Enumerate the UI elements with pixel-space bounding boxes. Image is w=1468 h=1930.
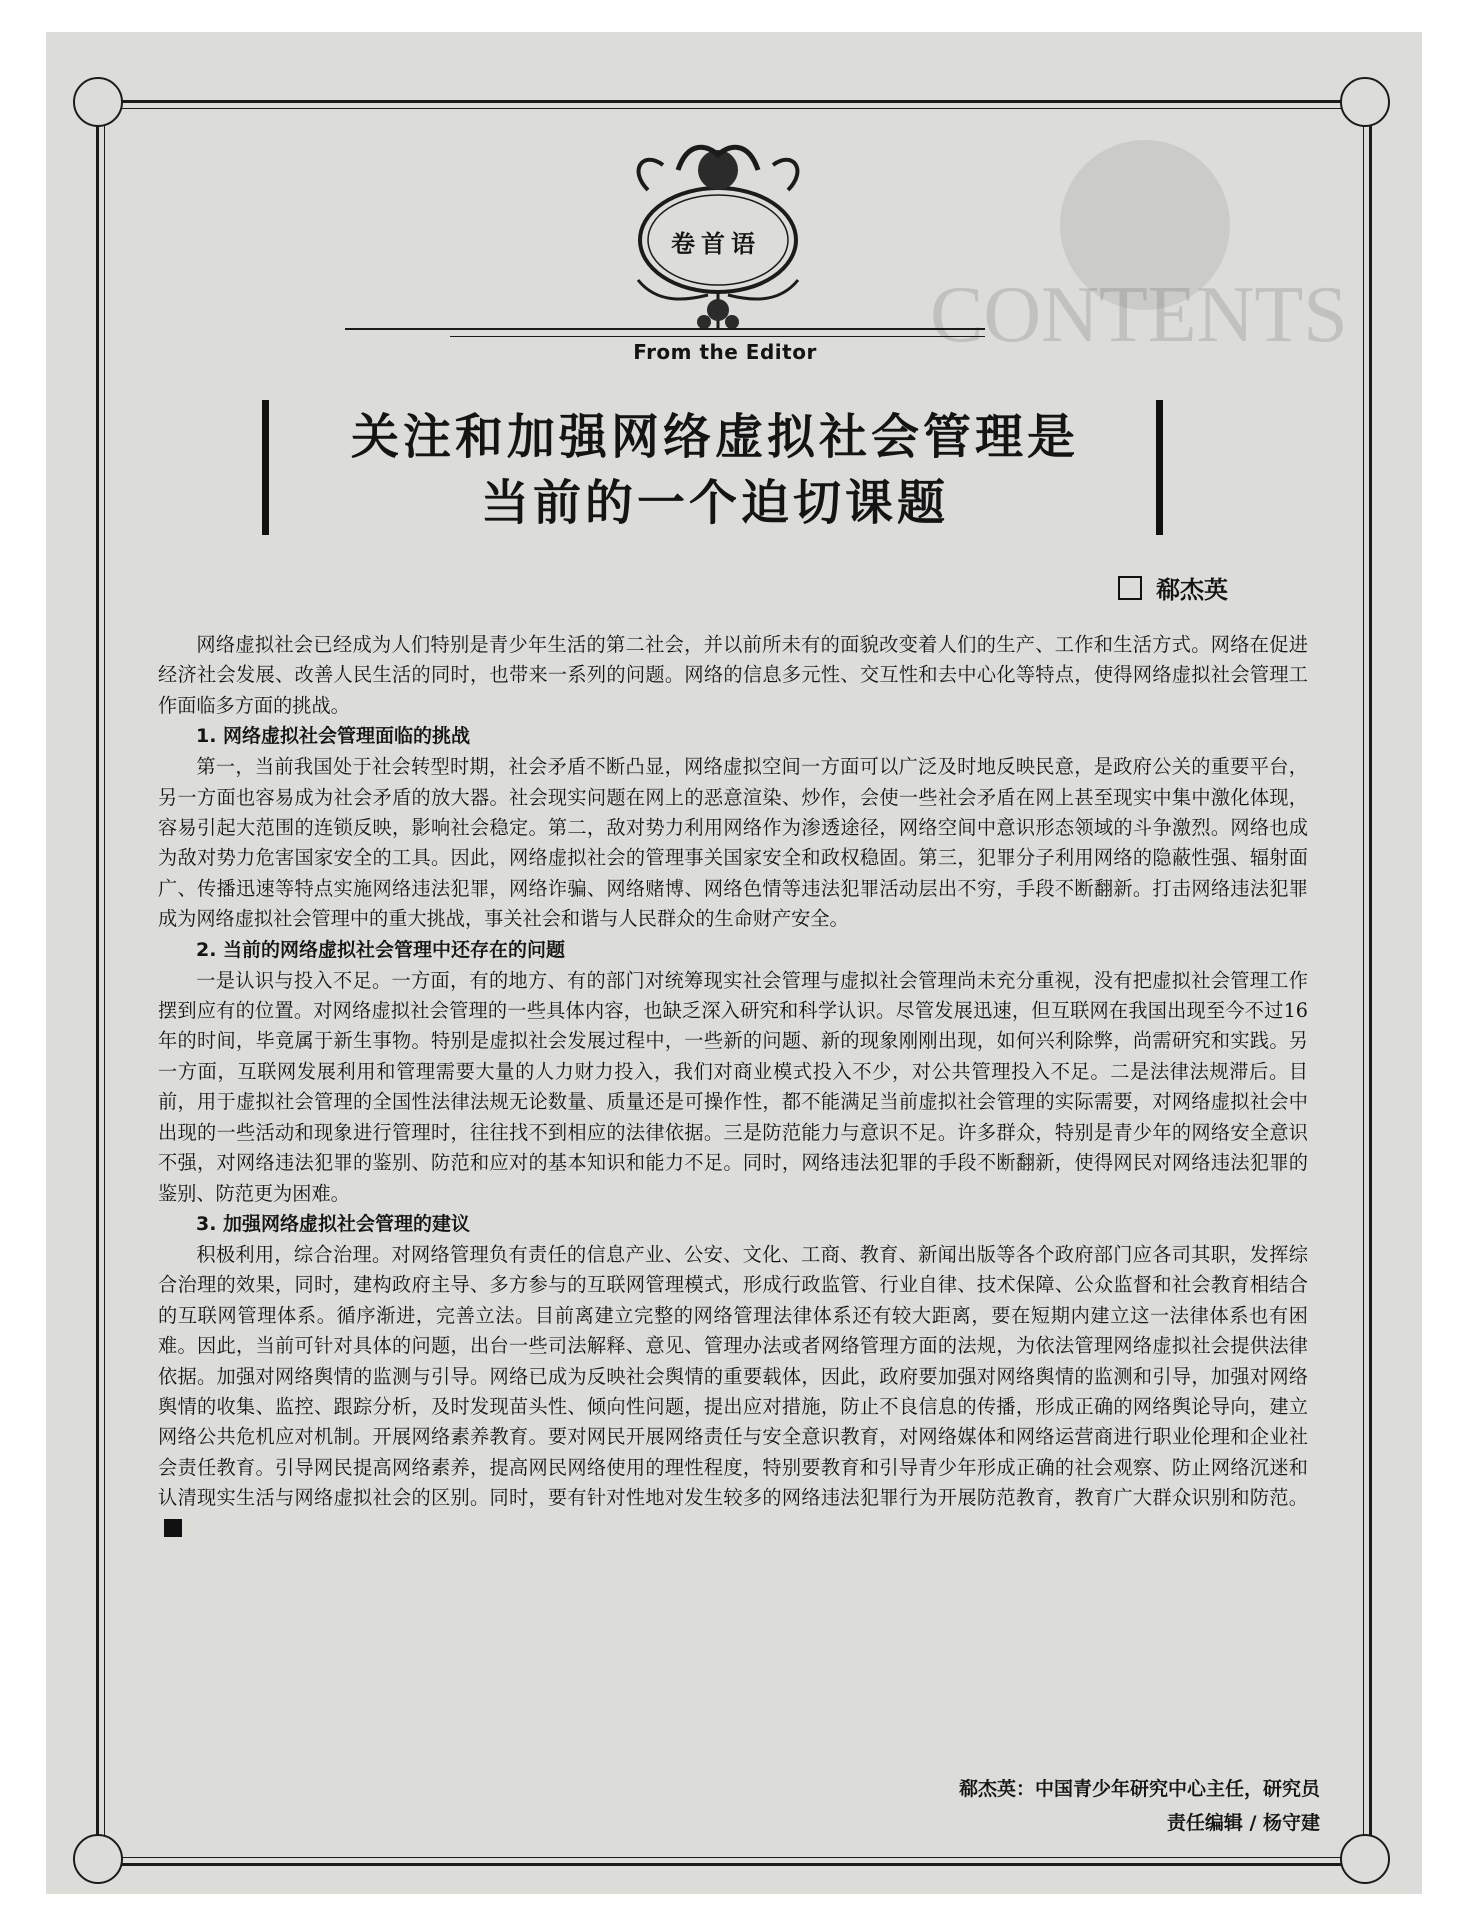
- border-corner-ornament: [73, 77, 123, 127]
- divider: [450, 336, 985, 337]
- title-bar-left: [262, 400, 269, 535]
- article-title: [275, 404, 1155, 536]
- section-label: 卷首语: [671, 230, 761, 258]
- border-corner-ornament: [1340, 77, 1390, 127]
- section-paragraph-last: [158, 1240, 1308, 1544]
- editor-credit: 责任编辑 / 杨守建: [1166, 1812, 1320, 1834]
- title-line-2: 当前的一个迫切课题: [480, 475, 949, 531]
- section-paragraph: 一是认识与投入不足。一方面，有的地方、有的部门对统筹现实社会管理与虚拟社会管理尚未充分重视，没有把虚拟社会管理工作摆到应有的位置。对网络虚拟社会管理的一些具体内容，也缺乏深入研究和科学认识。尽管发展迅速，但互联网在我国出现至今不过16年的时间，毕竟属于新生事物。特别是虚拟社会发展过程中，一些新的问题、新的现象刚刚出现，如何兴利除弊，尚需研究和实践。另一方面，互联网发展利用和管理需要大量的人力财力投入，我们对商业模式投入不少，对公共管理投入不足。二是法律法规滞后。目前，用于虚拟社会管理的全国性法律法规无论数量、质量还是可操作性，都不能满足当前虚拟社会管理的实际需要，对网络虚拟社会中出现的一些活动和现象进行管理时，往往找不到相应的法律依据。三是防范能力与意识不足。许多群众，特别是青少年的网络安全意识不强，对网络违法犯罪的鉴别、防范和应对的基本知识和能力不足。同时，网络违法犯罪的手段不断翻新，使得网民对网络违法犯罪的鉴别、防范更为困难。: [158, 968, 1308, 1205]
- section-heading: 2. 当前的网络虚拟社会管理中还存在的问题: [196, 938, 566, 961]
- intro-paragraph: 网络虚拟社会已经成为人们特别是青少年生活的第二社会，并以前所未有的面貌改变着人们的生产、工作和生活方式。网络在促进经济社会发展、改善人民生活的同时，也带来一系列的问题。网络的信息多元性、交互性和去中心化等特点，使得网络虚拟社会管理工作面临多方面的挑战。: [158, 633, 1308, 717]
- footer: [959, 1772, 1320, 1840]
- section-heading: 3. 加强网络虚拟社会管理的建议: [196, 1212, 471, 1235]
- author-name: 郗杰英: [1156, 575, 1228, 604]
- section-heading: 1. 网络虚拟社会管理面临的挑战: [196, 725, 471, 748]
- article-body: [158, 630, 1308, 1544]
- byline-box-icon: [1118, 576, 1142, 600]
- section-label-en: From the Editor: [633, 340, 817, 364]
- byline: [1118, 570, 1228, 605]
- section-paragraph: 第一，当前我国处于社会转型时期，社会矛盾不断凸显，网络虚拟空间一方面可以广泛及时地反映民意，是政府公关的重要平台，另一方面也容易成为社会矛盾的放大器。社会现实问题在网上的恶意渲染、炒作，会使一些社会矛盾在网上甚至现实中集中激化体现，容易引起大范围的连锁反映，影响社会稳定。第二，敌对势力利用网络作为渗透途径，网络空间中意识形态领域的斗争激烈。网络也成为敌对势力危害国家安全的工具。因此，网络虚拟社会的管理事关国家安全和政权稳固。第三，犯罪分子利用网络的隐蔽性强、辐射面广、传播迅速等特点实施网络违法犯罪，网络诈骗、网络赌博、网络色情等违法犯罪活动层出不穷，手段不断翻新。打击网络违法犯罪成为网络虚拟社会管理中的重大挑战，事关社会和谐与人民群众的生命财产安全。: [158, 755, 1308, 931]
- bleed-through-contents: CONTENTS: [930, 271, 1348, 359]
- border-corner-ornament: [73, 1834, 123, 1884]
- section-paragraph-text: 积极利用，综合治理。对网络管理负有责任的信息产业、公安、文化、工商、教育、新闻出版等各个政府部门应各司其职，发挥综合治理的效果，同时，建构政府主导、多方参与的互联网管理模式，形成行政监管、行业自律、技术保障、公众监督和社会教育相结合的互联网管理体系。循序渐进，完善立法。目前离建立完整的网络管理法律体系还有较大距离，要在短期内建立这一法律体系也有困难。因此，当前可针对具体的问题，出台一些司法解释、意见、管理办法或者网络管理方面的法规，为依法管理网络虚拟社会提供法律依据。加强对网络舆情的监测与引导。网络已成为反映社会舆情的重要载体，因此，政府要加强对网络舆情的监测和引导，加强对网络舆情的收集、监控、跟踪分析，及时发现苗头性、倾向性问题，提出应对措施，防止不良信息的传播，形成正确的网络舆论导向，建立网络公共危机应对机制。开展网络素养教育。要对网民开展网络责任与安全意识教育，对网络媒体和网络运营商进行职业伦理和企业社会责任教育。引导网民提高网络素养，提高网民网络使用的理性程度，特别要教育和引导青少年形成正确的社会观察、防止网络沉迷和认清现实生活与网络虚拟社会的区别。同时，要有针对性地对发生较多的网络违法犯罪行为开展防范教育，教育广大群众识别和防范。: [158, 1242, 1308, 1510]
- title-bar-right: [1156, 400, 1163, 535]
- border-corner-ornament: [1340, 1834, 1390, 1884]
- end-mark-icon: [164, 1519, 182, 1537]
- author-bio: 郗杰英：中国青少年研究中心主任，研究员: [958, 1778, 1320, 1800]
- divider: [345, 328, 985, 330]
- title-line-1: 关注和加强网络虚拟社会管理是: [350, 409, 1079, 465]
